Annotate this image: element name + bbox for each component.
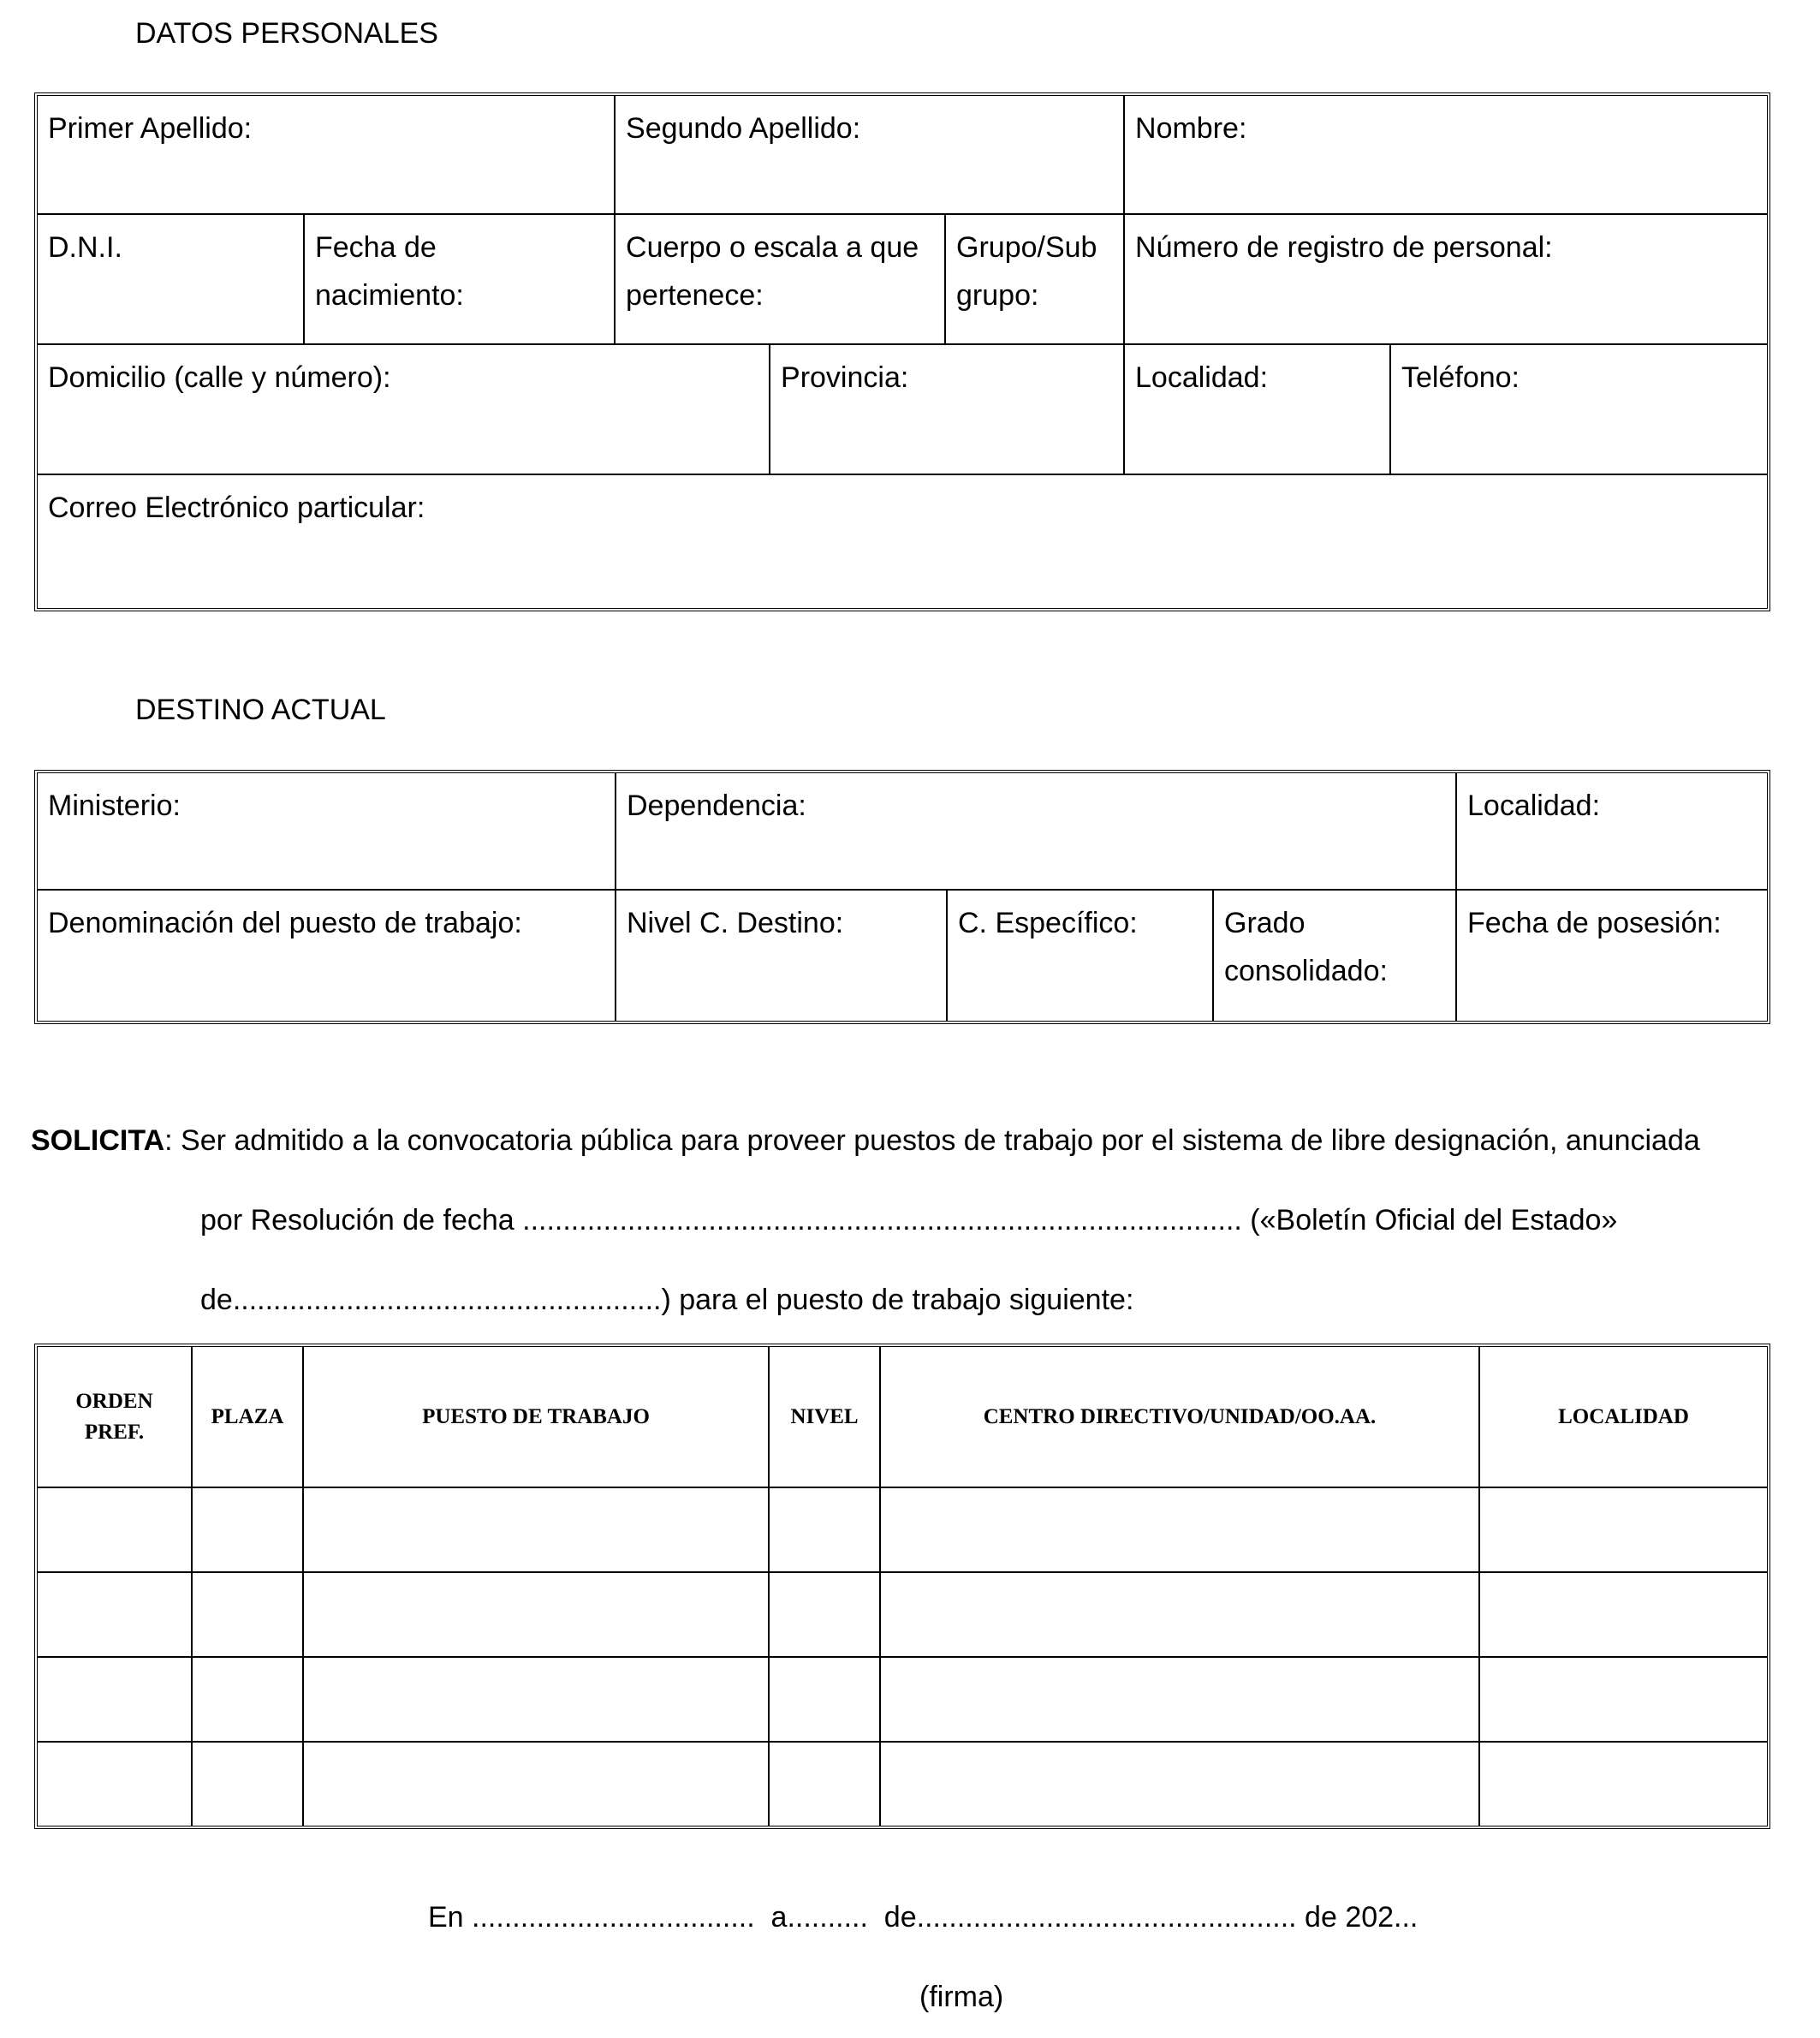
cell-localidad[interactable] [1479, 1572, 1767, 1657]
header-nivel: NIVEL [769, 1347, 880, 1487]
label-provincia: Provincia: [781, 361, 909, 394]
field-dni[interactable] [38, 214, 304, 344]
label-fecha-nacimiento: Fecha de [315, 231, 437, 264]
header-pref: PREF. [84, 1420, 145, 1444]
label-localidad: Localidad: [1135, 361, 1269, 394]
field-dependencia[interactable] [616, 773, 1456, 890]
label-grupo-subgrupo-2: grupo: [956, 279, 1039, 312]
label-segundo-apellido: Segundo Apellido: [626, 112, 861, 145]
cell-centro[interactable] [880, 1742, 1479, 1826]
field-segundo-apellido[interactable] [615, 96, 1124, 214]
label-telefono: Teléfono: [1401, 361, 1520, 394]
table-header-row [38, 1347, 1767, 1487]
cell-nivel[interactable] [769, 1657, 880, 1742]
cell-puesto[interactable] [303, 1487, 769, 1572]
cell-nivel[interactable] [769, 1572, 880, 1657]
field-telefono[interactable] [1390, 344, 1767, 474]
header-plaza: PLAZA [192, 1347, 303, 1487]
solicita-text-2: por Resolución de fecha ......................................................................................... («Boletín Oficial del Estado» [200, 1204, 1618, 1237]
header-centro-directivo: CENTRO DIRECTIVO/UNIDAD/OO.AA. [880, 1347, 1479, 1487]
label-correo-electronico: Correo Electrónico particular: [48, 492, 425, 524]
label-grado-consolidado-2: consolidado: [1224, 955, 1388, 987]
cell-orden[interactable] [38, 1572, 192, 1657]
cell-plaza[interactable] [192, 1572, 303, 1657]
label-localidad-destino: Localidad: [1467, 790, 1601, 822]
field-primer-apellido[interactable] [38, 96, 615, 214]
table-row [38, 1742, 1767, 1826]
label-cuerpo-escala-2: pertenece: [626, 279, 764, 312]
label-denominacion-puesto: Denominación del puesto de trabajo: [48, 907, 522, 939]
label-grado-consolidado: Grado [1224, 907, 1306, 939]
field-nombre[interactable] [1124, 96, 1767, 214]
cell-puesto[interactable] [303, 1572, 769, 1657]
cell-orden[interactable] [38, 1657, 192, 1742]
label-fecha-nacimiento-2: nacimiento: [315, 279, 464, 312]
solicita-line-3 [31, 1260, 1794, 1340]
destino-actual-form [34, 770, 1770, 1024]
cell-localidad[interactable] [1479, 1657, 1767, 1742]
cell-plaza[interactable] [192, 1487, 303, 1572]
cell-orden[interactable] [38, 1487, 192, 1572]
label-nombre: Nombre: [1135, 112, 1247, 145]
cell-nivel[interactable] [769, 1742, 880, 1826]
label-dependencia: Dependencia: [627, 790, 806, 822]
header-orden-pref [38, 1347, 192, 1487]
label-complemento-especifico: C. Específico: [958, 907, 1138, 939]
cell-localidad[interactable] [1479, 1487, 1767, 1572]
table-row [38, 1487, 1767, 1572]
label-primer-apellido: Primer Apellido: [48, 112, 253, 145]
solicita-line-1 [31, 1101, 1794, 1181]
header-puesto-trabajo: PUESTO DE TRABAJO [303, 1347, 769, 1487]
header-orden: ORDEN [75, 1389, 153, 1413]
field-cuerpo-escala[interactable] [615, 214, 945, 344]
cell-centro[interactable] [880, 1657, 1479, 1742]
field-fecha-nacimiento[interactable] [304, 214, 615, 344]
cell-puesto[interactable] [303, 1742, 769, 1826]
field-grupo-subgrupo[interactable] [945, 214, 1124, 344]
fecha-lugar-line: En ................................... a.......... de............................................... de 202... [428, 1901, 1419, 1934]
puestos-table-frame [34, 1344, 1770, 1829]
cell-plaza[interactable] [192, 1657, 303, 1742]
field-provincia[interactable] [770, 344, 1124, 474]
field-grado-consolidado[interactable] [1213, 890, 1456, 1021]
label-cuerpo-escala: Cuerpo o escala a que [626, 231, 919, 264]
label-ministerio: Ministerio: [48, 790, 181, 822]
label-numero-registro-personal: Número de registro de personal: [1135, 231, 1553, 264]
cell-centro[interactable] [880, 1487, 1479, 1572]
firma-label: (firma) [919, 1981, 1004, 2013]
puestos-table [38, 1347, 1767, 1826]
label-fecha-posesion: Fecha de posesión: [1467, 907, 1722, 939]
solicita-text-1: : Ser admitido a la convocatoria pública para proveer puestos de trabajo por el sistema de libre designación, anunciada [164, 1124, 1700, 1157]
field-ministerio[interactable] [38, 773, 616, 890]
cell-centro[interactable] [880, 1572, 1479, 1657]
cell-puesto[interactable] [303, 1657, 769, 1742]
table-row [38, 1572, 1767, 1657]
label-nivel-destino: Nivel C. Destino: [627, 907, 844, 939]
solicita-line-2 [31, 1181, 1794, 1260]
section-title-datos-personales: DATOS PERSONALES [135, 17, 438, 50]
field-numero-registro-personal[interactable] [1124, 214, 1767, 344]
cell-nivel[interactable] [769, 1487, 880, 1572]
section-title-destino-actual: DESTINO ACTUAL [135, 694, 386, 726]
cell-localidad[interactable] [1479, 1742, 1767, 1826]
field-localidad-destino[interactable] [1456, 773, 1767, 890]
field-correo-electronico[interactable] [38, 474, 1767, 608]
field-nivel-destino[interactable] [616, 890, 947, 1021]
label-grupo-subgrupo: Grupo/Sub [956, 231, 1097, 264]
header-localidad: LOCALIDAD [1479, 1347, 1767, 1487]
solicita-paragraph [31, 1101, 1794, 1340]
cell-plaza[interactable] [192, 1742, 303, 1826]
datos-personales-form [34, 92, 1770, 611]
field-fecha-posesion[interactable] [1456, 890, 1767, 1021]
field-localidad[interactable] [1124, 344, 1390, 474]
solicita-label: SOLICITA [31, 1124, 165, 1157]
field-complemento-especifico[interactable] [947, 890, 1213, 1021]
field-domicilio[interactable] [38, 344, 770, 474]
solicita-text-3: de.....................................................) para el puesto de trabajo siguiente: [200, 1284, 1134, 1316]
label-dni: D.N.I. [48, 231, 122, 264]
table-row [38, 1657, 1767, 1742]
field-denominacion-puesto[interactable] [38, 890, 616, 1021]
label-domicilio: Domicilio (calle y número): [48, 361, 391, 394]
cell-orden[interactable] [38, 1742, 192, 1826]
